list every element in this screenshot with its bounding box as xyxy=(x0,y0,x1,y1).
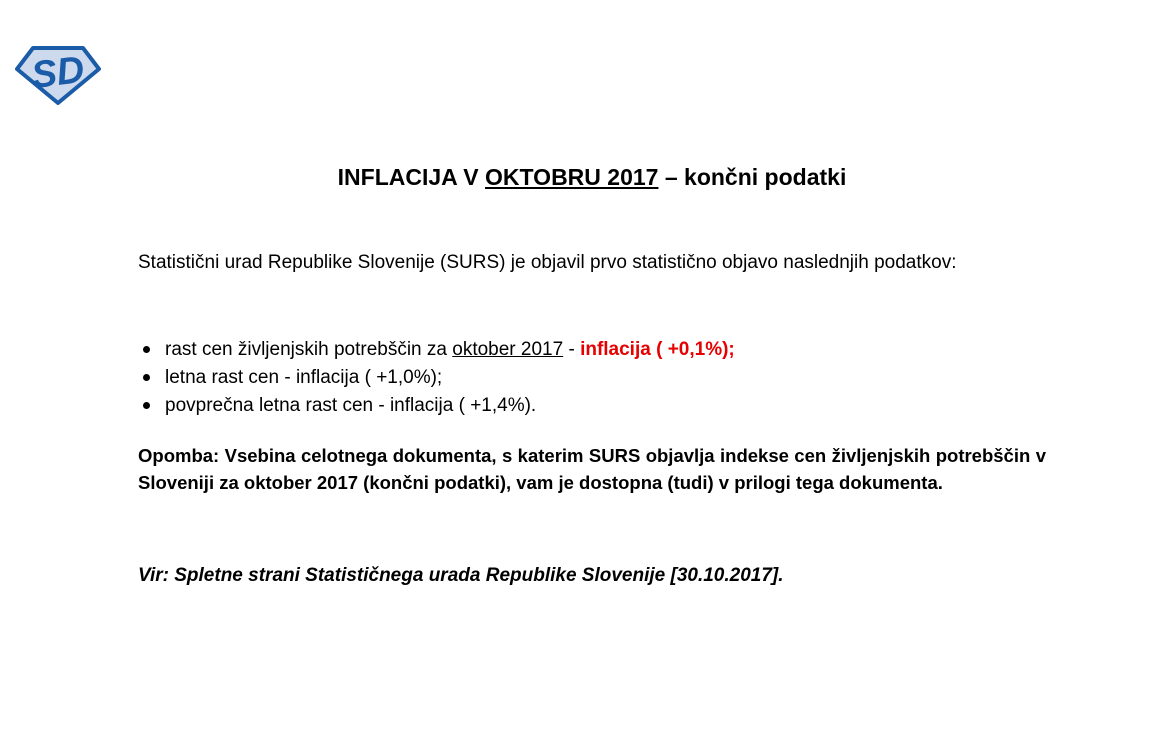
sd-shield-icon xyxy=(14,44,102,106)
source-line: Vir: Spletne strani Statističnega urada Republike Slovenije [30.10.2017]. xyxy=(138,565,784,586)
bullet1-inflation-highlight: inflacija ( +0,1%); xyxy=(580,339,735,360)
title-underlined-date: OKTOBRU 2017 xyxy=(485,164,659,190)
sd-logo xyxy=(14,44,102,106)
bullet1-separator: - xyxy=(563,339,581,360)
title-suffix: – končni podatki xyxy=(658,164,847,190)
bullet-list xyxy=(143,336,1053,420)
intro-paragraph: Statistični urad Republike Slovenije (SURS) je objavil prvo statistično objavo naslednjih podatkov: xyxy=(138,252,957,273)
bullet-text: letna rast cen - inflacija ( +1,0%); xyxy=(165,367,443,388)
list-item xyxy=(143,336,1053,364)
page-title xyxy=(138,164,1046,191)
bullet1-prefix: rast cen življenjskih potrebščin za xyxy=(165,339,453,360)
bullet-icon xyxy=(143,336,165,353)
bullet-text: povprečna letna rast cen - inflacija ( +1,4%). xyxy=(165,395,537,416)
list-item xyxy=(143,392,1053,420)
note-paragraph: Opomba: Vsebina celotnega dokumenta, s katerim SURS objavlja indekse cen življenjskih potrebščin v Sloveniji za oktober 2017 (končni podatki), vam je dostopna (tudi) v prilogi tega dokumenta. xyxy=(138,445,1046,493)
bullet-icon xyxy=(143,392,165,409)
bullet1-underlined-date: oktober 2017 xyxy=(452,339,564,360)
bullet-icon xyxy=(143,364,165,381)
title-prefix: INFLACIJA V xyxy=(337,164,486,190)
sd-logo-letters: SD xyxy=(29,48,87,98)
bullet-text xyxy=(165,336,735,364)
list-item xyxy=(143,364,1053,392)
